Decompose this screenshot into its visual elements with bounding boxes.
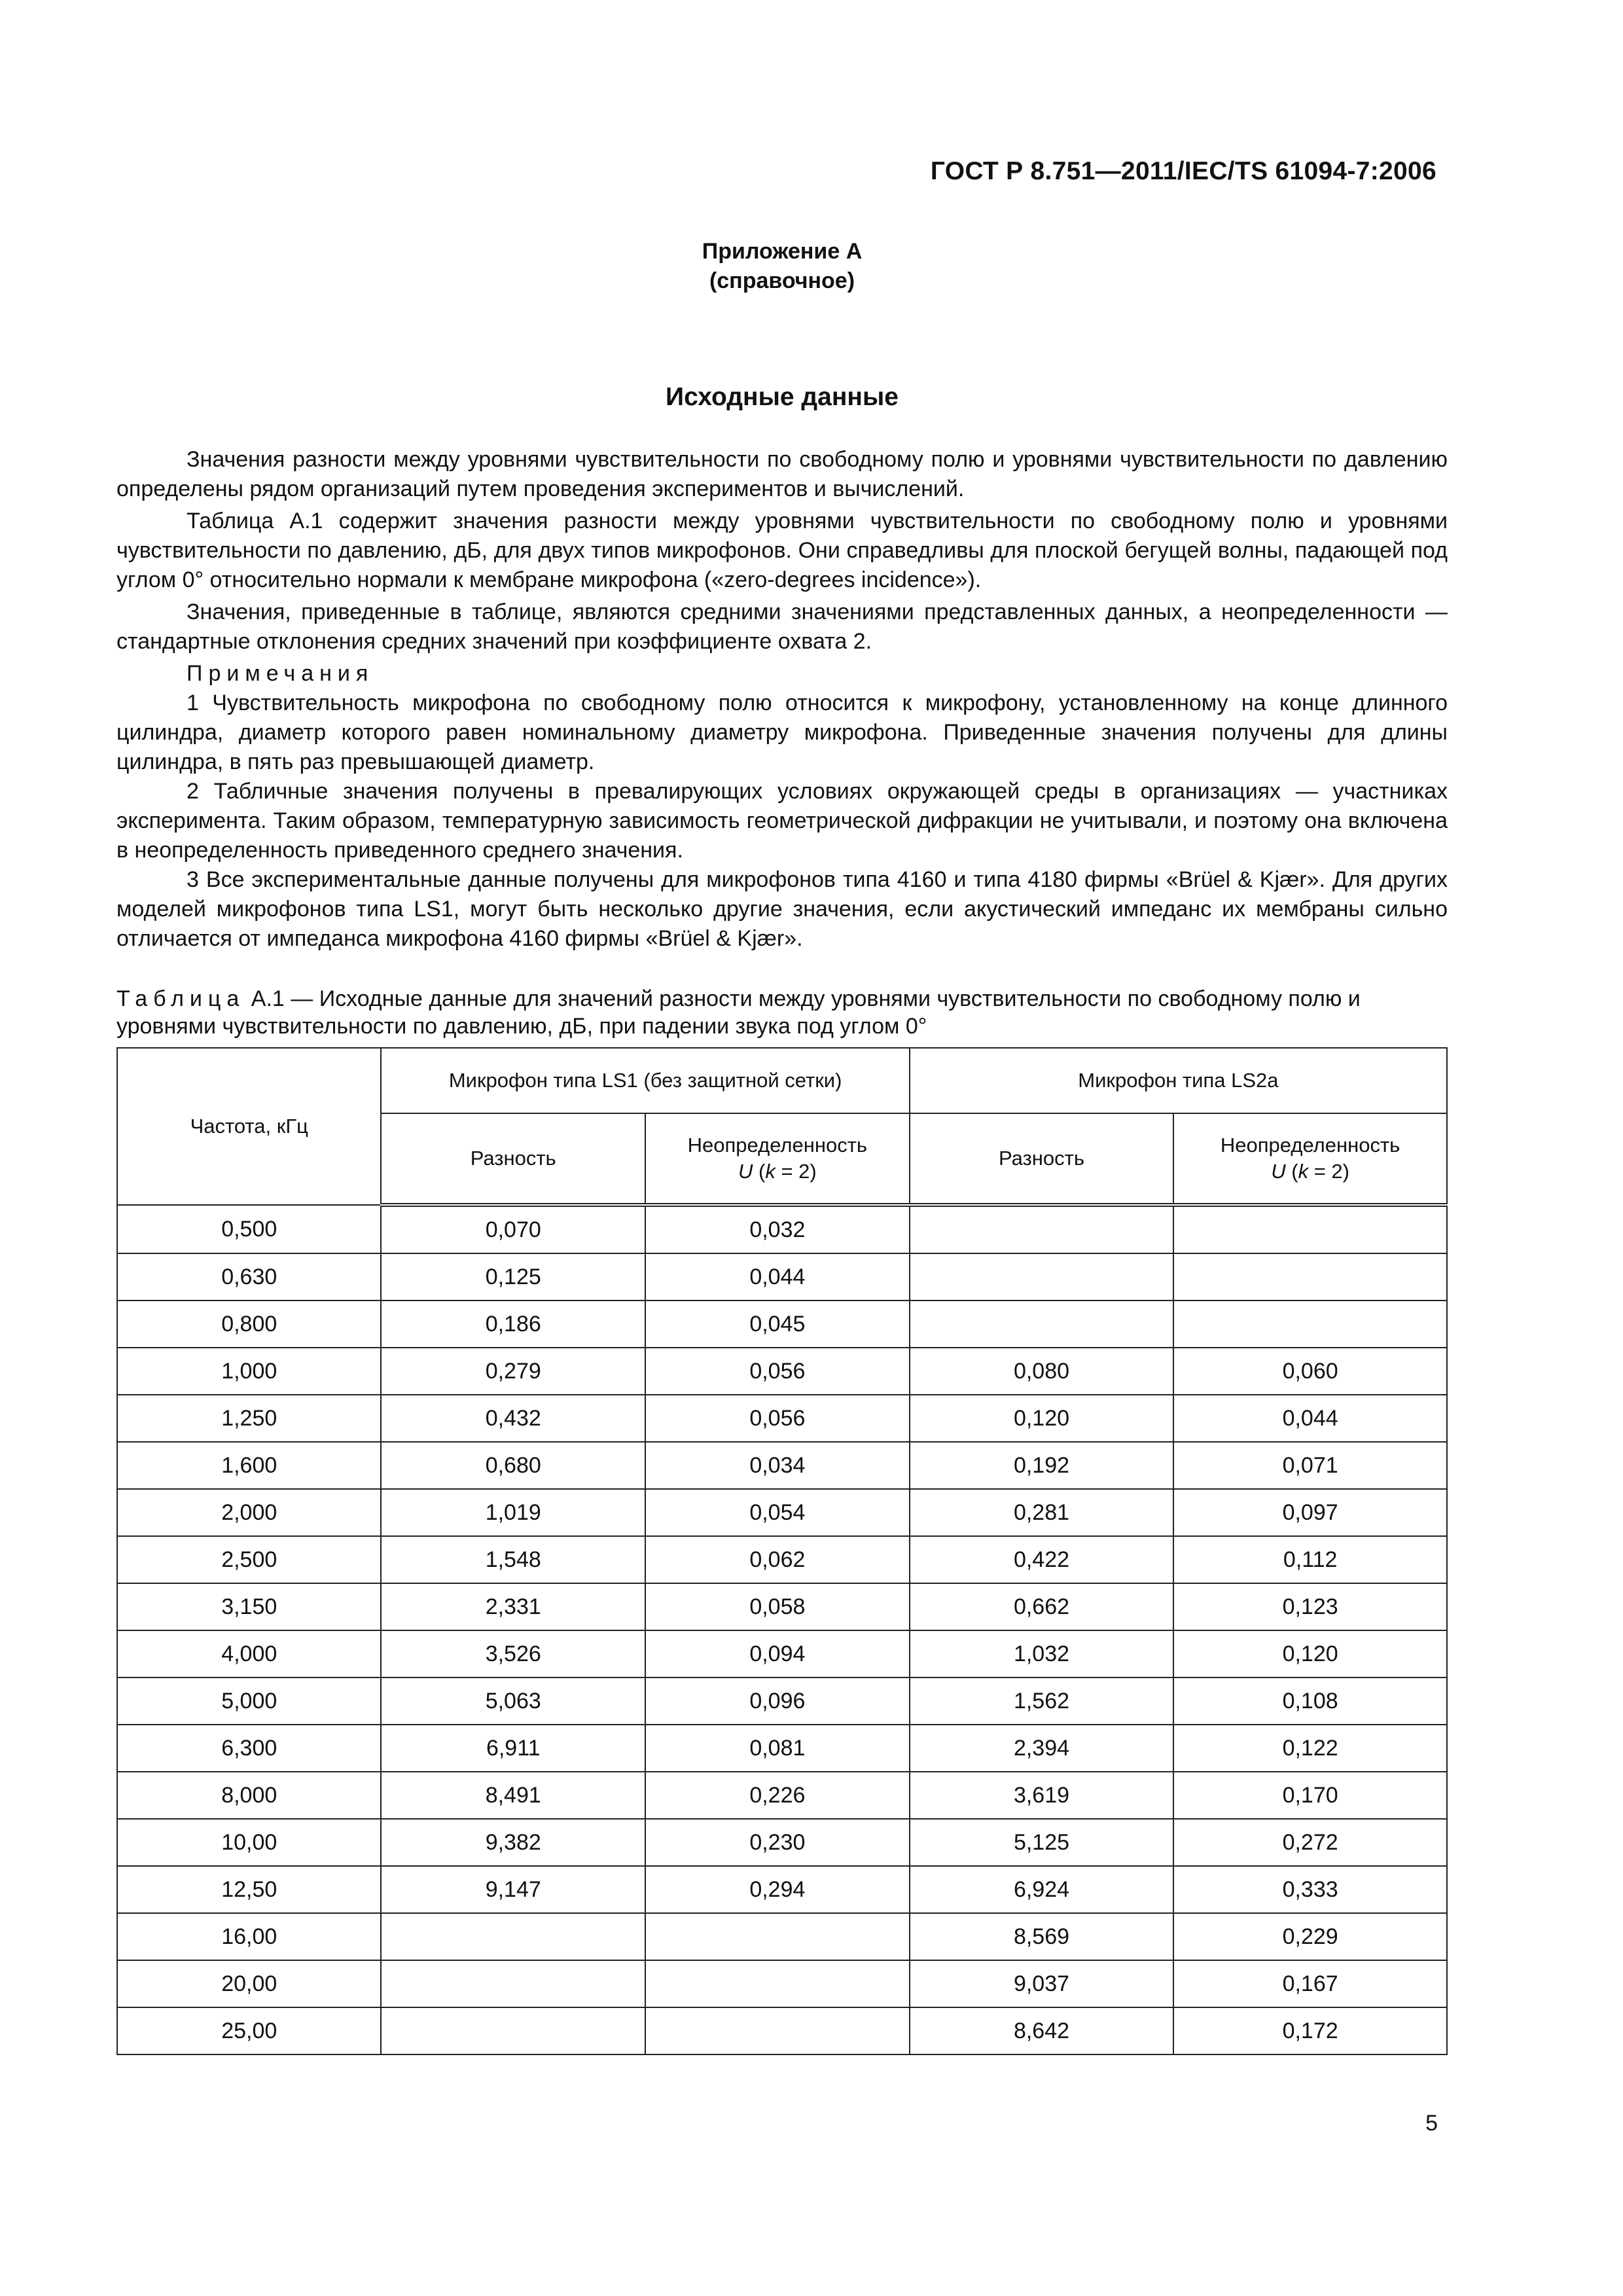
ls2a-uncertainty-cell: 0,122 (1173, 1725, 1447, 1772)
ls2a-uncertainty-cell: 0,120 (1173, 1630, 1447, 1677)
ls1-difference-cell: 1,019 (381, 1489, 645, 1536)
ls1-difference-cell: 0,279 (381, 1348, 645, 1395)
ls1-difference-cell: 3,526 (381, 1630, 645, 1677)
uncertainty-formula: U (k = 2) (1271, 1160, 1349, 1183)
data-table (116, 1047, 1448, 2055)
frequency-cell: 0,800 (117, 1300, 381, 1348)
frequency-cell: 20,00 (117, 1960, 381, 2007)
uncertainty-label: Неопределенность (1220, 1134, 1400, 1157)
appendix-heading (0, 237, 1564, 296)
ls1-difference-cell: 6,911 (381, 1725, 645, 1772)
table-row (117, 1630, 1447, 1677)
appendix-subtitle: (справочное) (709, 268, 855, 293)
ls2a-difference-cell: 0,422 (910, 1536, 1174, 1583)
ls1-uncertainty-cell: 0,032 (645, 1205, 910, 1253)
ls2a-difference-cell: 0,662 (910, 1583, 1174, 1630)
frequency-cell: 2,500 (117, 1536, 381, 1583)
ls2a-difference-cell: 9,037 (910, 1960, 1174, 2007)
table-row (117, 1677, 1447, 1725)
body-text (116, 445, 1448, 954)
table-row (117, 2007, 1447, 2054)
ls2a-uncertainty-cell: 0,333 (1173, 1866, 1447, 1913)
table-row (117, 1253, 1447, 1300)
table-row (117, 1583, 1447, 1630)
ls2a-uncertainty-cell: 0,123 (1173, 1583, 1447, 1630)
frequency-cell: 16,00 (117, 1913, 381, 1960)
ls1-difference-cell: 2,331 (381, 1583, 645, 1630)
ls2a-uncertainty-cell: 0,172 (1173, 2007, 1447, 2054)
ls1-difference-cell: 9,382 (381, 1819, 645, 1866)
ls1-uncertainty-cell (645, 1913, 910, 1960)
ls1-difference-cell: 1,548 (381, 1536, 645, 1583)
frequency-cell: 5,000 (117, 1677, 381, 1725)
table-row (117, 1960, 1447, 2007)
note-item: 2 Табличные значения получены в превалирующих условиях окружающей среды в организациях — участниках эксперимента. Таким образом, температурную зависимость геометрической дифракции не учитывали, и поэтому она включена в неопределенность приведенного среднего значения. (116, 779, 1448, 863)
ls1-difference-cell: 0,432 (381, 1395, 645, 1442)
ls2a-uncertainty-cell: 0,097 (1173, 1489, 1447, 1536)
ls2a-difference-cell: 8,642 (910, 2007, 1174, 2054)
ls2a-uncertainty-cell (1173, 1253, 1447, 1300)
frequency-cell: 1,250 (117, 1395, 381, 1442)
table-row (117, 1913, 1447, 1960)
table-row (117, 1300, 1447, 1348)
note-item: 3 Все экспериментальные данные получены для микрофонов типа 4160 и типа 4180 фирмы «Brüel & Kjær». Для других моделей микрофонов типа LS1, могут быть несколько другие значения, если акустический импеданс их мембраны сильно отличается от импеданса микрофона 4160 фирмы «Brüel & Kjær». (116, 867, 1448, 951)
frequency-cell: 12,50 (117, 1866, 381, 1913)
paragraph: Значения разности между уровнями чувствительности по свободному полю и уровнями чувствительности по давлению определены рядом организаций путем проведения экспериментов и вычислений. (116, 447, 1448, 501)
ls2a-uncertainty-cell: 0,044 (1173, 1395, 1447, 1442)
table-row (117, 1205, 1447, 1253)
frequency-cell: 2,000 (117, 1489, 381, 1536)
ls2a-difference-cell: 0,080 (910, 1348, 1174, 1395)
frequency-cell: 0,630 (117, 1253, 381, 1300)
document-code: ГОСТ Р 8.751—2011/IEC/TS 61094-7:2006 (930, 157, 1436, 185)
ls2a-uncertainty-cell (1173, 1300, 1447, 1348)
ls2a-uncertainty-cell: 0,272 (1173, 1819, 1447, 1866)
ls1-difference-cell: 0,680 (381, 1442, 645, 1489)
paragraph: Таблица А.1 содержит значения разности между уровнями чувствительности по свободному полю и уровнями чувствительности по давлению, дБ, для двух типов микрофонов. Они справедливы для плоской бегущей волны, падающей под углом 0° относительно нормали к мембране микрофона («zero-degrees incidence»). (116, 509, 1448, 592)
ls1-uncertainty-cell: 0,096 (645, 1677, 910, 1725)
ls2a-difference-cell (910, 1205, 1174, 1253)
header-ls1-difference: Разность (381, 1113, 645, 1205)
header-frequency: Частота, кГц (117, 1048, 381, 1205)
header-ls2a-uncertainty (1173, 1113, 1447, 1205)
ls1-uncertainty-cell: 0,056 (645, 1395, 910, 1442)
ls1-uncertainty-cell: 0,056 (645, 1348, 910, 1395)
ls1-difference-cell: 0,186 (381, 1300, 645, 1348)
ls1-uncertainty-cell: 0,094 (645, 1630, 910, 1677)
table-body (117, 1205, 1447, 2054)
ls1-uncertainty-cell: 0,044 (645, 1253, 910, 1300)
ls2a-difference-cell: 0,120 (910, 1395, 1174, 1442)
frequency-cell: 1,600 (117, 1442, 381, 1489)
table-row (117, 1725, 1447, 1772)
table-row (117, 1442, 1447, 1489)
table-caption (116, 985, 1448, 1040)
ls2a-uncertainty-cell (1173, 1205, 1447, 1253)
frequency-cell: 4,000 (117, 1630, 381, 1677)
ls1-uncertainty-cell (645, 2007, 910, 2054)
ls1-uncertainty-cell: 0,226 (645, 1772, 910, 1819)
header-ls2a: Микрофон типа LS2a (910, 1048, 1447, 1113)
ls1-uncertainty-cell: 0,058 (645, 1583, 910, 1630)
uncertainty-label: Неопределенность (687, 1134, 868, 1157)
ls1-difference-cell: 9,147 (381, 1866, 645, 1913)
table-row (117, 1348, 1447, 1395)
frequency-cell: 10,00 (117, 1819, 381, 1866)
ls2a-uncertainty-cell: 0,108 (1173, 1677, 1447, 1725)
notes-heading: Примечания (187, 661, 374, 686)
page-number: 5 (1425, 2111, 1438, 2136)
ls2a-difference-cell: 3,619 (910, 1772, 1174, 1819)
ls2a-difference-cell (910, 1300, 1174, 1348)
frequency-cell: 3,150 (117, 1583, 381, 1630)
ls2a-difference-cell: 1,562 (910, 1677, 1174, 1725)
header-ls1-uncertainty (645, 1113, 910, 1205)
note-item: 1 Чувствительность микрофона по свободному полю относится к микрофону, установленному на конце длинного цилиндра, диаметр которого равен номинальному диаметру микрофона. Приведенные значения получены для длины цилиндра, в пять раз превышающей диаметр. (116, 691, 1448, 774)
ls1-difference-cell: 8,491 (381, 1772, 645, 1819)
table-row (117, 1772, 1447, 1819)
table-row (117, 1866, 1447, 1913)
ls2a-difference-cell (910, 1253, 1174, 1300)
ls2a-uncertainty-cell: 0,167 (1173, 1960, 1447, 2007)
ls1-difference-cell: 0,125 (381, 1253, 645, 1300)
ls1-difference-cell (381, 1960, 645, 2007)
ls1-uncertainty-cell: 0,230 (645, 1819, 910, 1866)
ls2a-difference-cell: 0,192 (910, 1442, 1174, 1489)
ls2a-difference-cell: 1,032 (910, 1630, 1174, 1677)
ls2a-uncertainty-cell: 0,112 (1173, 1536, 1447, 1583)
paragraph: Значения, приведенные в таблице, являются средними значениями представленных данных, а неопределенности — стандартные отклонения средних значений при коэффициенте охвата 2. (116, 600, 1448, 654)
ls1-uncertainty-cell: 0,294 (645, 1866, 910, 1913)
ls2a-uncertainty-cell: 0,170 (1173, 1772, 1447, 1819)
ls1-uncertainty-cell: 0,034 (645, 1442, 910, 1489)
table-row (117, 1536, 1447, 1583)
table-row (117, 1395, 1447, 1442)
table-caption-label: Таблица (116, 986, 245, 1011)
ls2a-uncertainty-cell: 0,229 (1173, 1913, 1447, 1960)
ls2a-uncertainty-cell: 0,071 (1173, 1442, 1447, 1489)
ls2a-difference-cell: 2,394 (910, 1725, 1174, 1772)
ls2a-difference-cell: 8,569 (910, 1913, 1174, 1960)
frequency-cell: 25,00 (117, 2007, 381, 2054)
section-title: Исходные данные (666, 383, 899, 411)
ls2a-uncertainty-cell: 0,060 (1173, 1348, 1447, 1395)
appendix-title: Приложение А (702, 239, 863, 264)
uncertainty-formula: U (k = 2) (738, 1160, 817, 1183)
table-header-row (117, 1048, 1447, 1113)
frequency-cell: 1,000 (117, 1348, 381, 1395)
ls2a-difference-cell: 0,281 (910, 1489, 1174, 1536)
ls2a-difference-cell: 6,924 (910, 1866, 1174, 1913)
header-ls1: Микрофон типа LS1 (без защитной сетки) (381, 1048, 909, 1113)
table-row (117, 1819, 1447, 1866)
ls1-uncertainty-cell (645, 1960, 910, 2007)
ls1-uncertainty-cell: 0,045 (645, 1300, 910, 1348)
frequency-cell: 0,500 (117, 1205, 381, 1253)
ls2a-difference-cell: 5,125 (910, 1819, 1174, 1866)
frequency-cell: 6,300 (117, 1725, 381, 1772)
ls1-difference-cell: 0,070 (381, 1205, 645, 1253)
ls1-difference-cell (381, 1913, 645, 1960)
header-ls2a-difference: Разность (910, 1113, 1174, 1205)
frequency-cell: 8,000 (117, 1772, 381, 1819)
ls1-difference-cell: 5,063 (381, 1677, 645, 1725)
ls1-uncertainty-cell: 0,081 (645, 1725, 910, 1772)
ls1-uncertainty-cell: 0,062 (645, 1536, 910, 1583)
table-caption-text: А.1 — Исходные данные для значений разности между уровнями чувствительности по свободному полю и уровнями чувствительности по давлению, дБ, при падении звука под углом 0° (116, 986, 1361, 1039)
ls1-difference-cell (381, 2007, 645, 2054)
table-row (117, 1489, 1447, 1536)
ls1-uncertainty-cell: 0,054 (645, 1489, 910, 1536)
